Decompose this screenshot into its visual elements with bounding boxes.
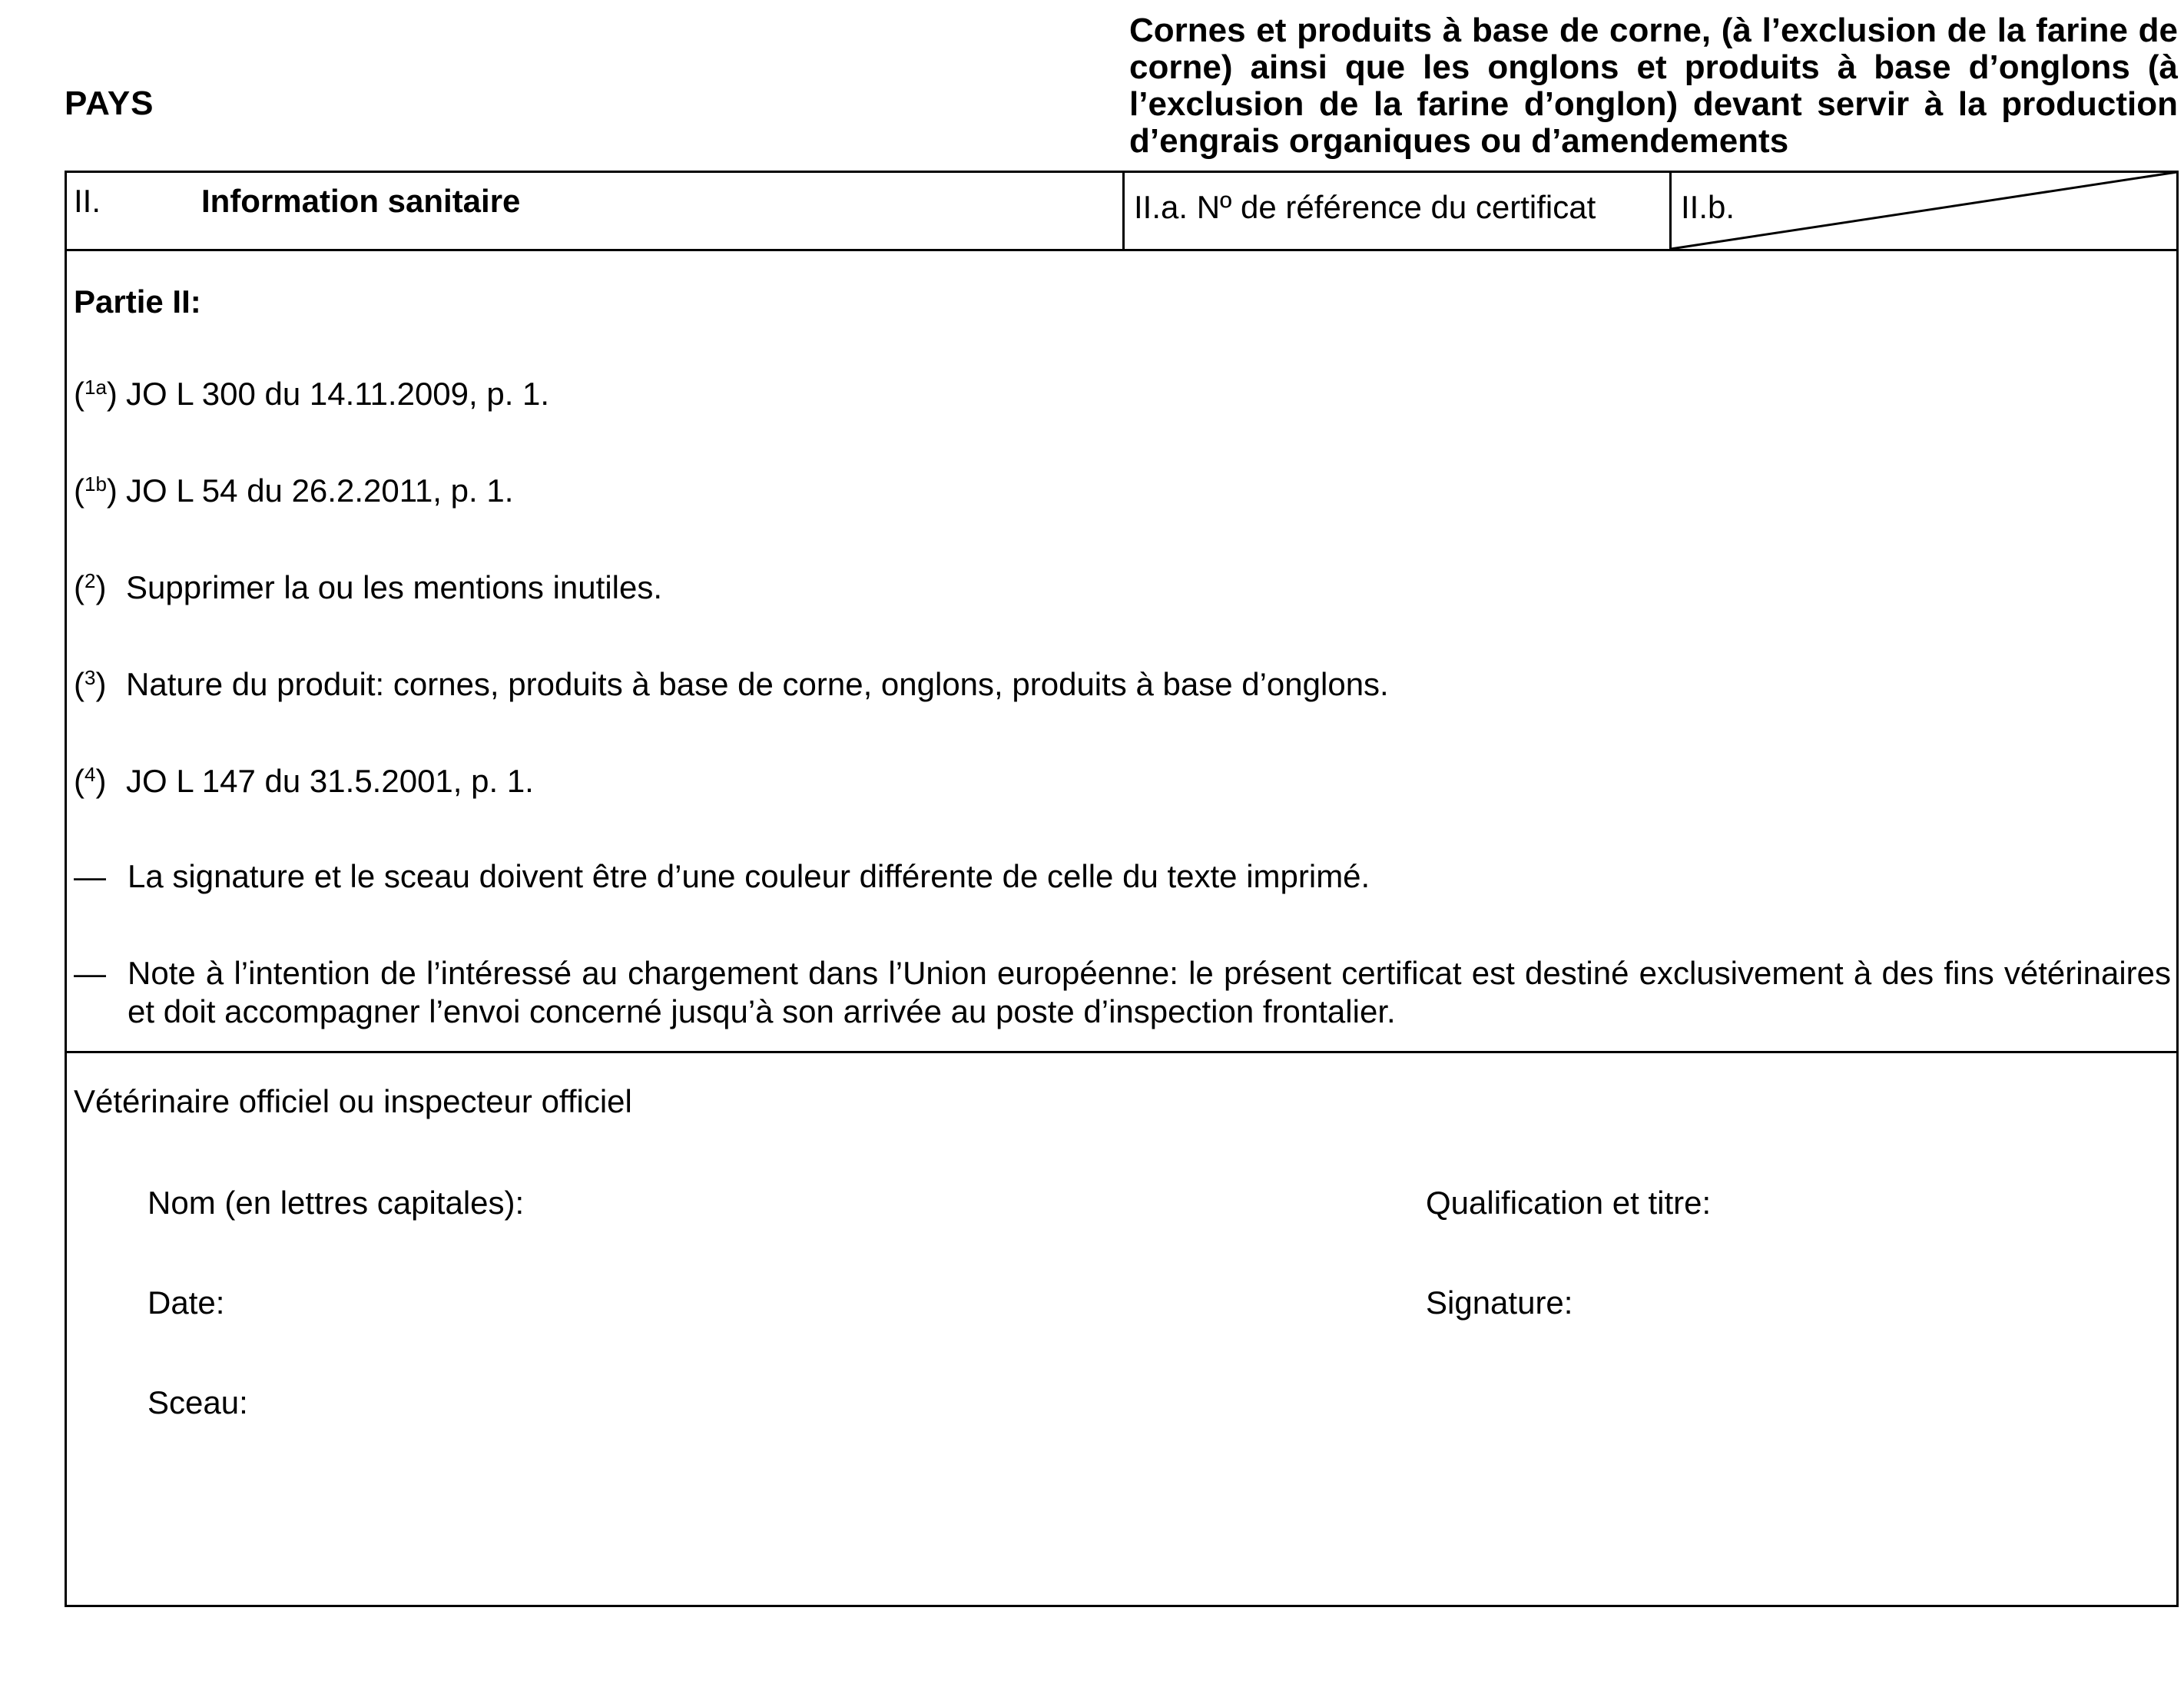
date-field-label: Date: [147, 1284, 225, 1321]
footnote-text: JO L 300 du 14.11.2009, p. 1. [126, 376, 550, 412]
dash-note-text: La signature et le sceau doivent être d’une couleur différente de celle du texte imprimé. [128, 858, 1370, 894]
footnote-text: JO L 54 du 26.2.2011, p. 1. [126, 472, 514, 509]
section-title: Information sanitaire [201, 183, 521, 219]
dash-symbol: — [74, 858, 106, 894]
signature-field-label: Signature: [1426, 1284, 1573, 1321]
column-divider-1 [1122, 171, 1125, 250]
footnote-text: Supprimer la ou les mentions inutiles. [126, 569, 663, 605]
certificate-title: Cornes et produits à base de corne, (à l’exclusion de la farine de corne) ainsi que les onglons et produits à base d’onglons (à l’exclusion de la farine d’onglon) devant servir à la production d’engrais organiques ou d’amendements [1129, 12, 2178, 160]
footnote-4: ($^4$) JO L 147 du 31.5.2001, p. 1. [74, 763, 534, 799]
dash-note-text: Note à l’intention de l’intéressé au chargement dans l’Union européenne: le présent certificat est destiné exclusivement à des fins vétérinaires et doit accompagner l’envoi concerné jusqu’à son arrivée au poste d’inspection frontalier. [128, 955, 2171, 1029]
footnote-mark: 4 [85, 763, 96, 786]
footnote-2: ($^2$) Supprimer la ou les mentions inutiles. [74, 569, 663, 605]
footnote-3: ($^3$) Nature du produit: cornes, produits à base de corne, onglons, produits à base d’onglons. [74, 666, 1389, 702]
seal-field-label: Sceau: [147, 1384, 248, 1420]
footnote-mark: 2 [85, 569, 96, 592]
iib-diagonal-line [1669, 171, 2179, 250]
country-label: PAYS [65, 85, 154, 122]
certificate-reference-label: II.a. Nº de référence du certificat [1134, 189, 1596, 225]
footnote-text: Nature du produit: cornes, produits à base de corne, onglons, produits à base d’onglons. [126, 666, 1389, 702]
iib-label: II.b. [1681, 189, 1735, 225]
official-veterinarian-heading: Vétérinaire officiel ou inspecteur officiel [74, 1083, 632, 1119]
notes-divider [65, 1051, 2179, 1053]
section-number: II. [74, 183, 101, 219]
footnote-mark: 1a [85, 376, 107, 399]
dash-note-signature-colour [74, 857, 2171, 896]
footnote-mark: 1b [85, 472, 107, 496]
qualification-field-label: Qualification et titre: [1426, 1185, 1712, 1221]
name-field-label: Nom (en lettres capitales): [147, 1185, 525, 1221]
footnote-1a: ($^{1a}$) JO L 300 du 14.11.2009, p. 1. [74, 376, 550, 412]
footnote-mark: 3 [85, 666, 96, 689]
part-heading: Partie II: [74, 283, 201, 320]
dash-note-loading [74, 954, 2171, 1031]
dash-symbol: — [74, 955, 106, 991]
footnote-1b: ($^{1b}$) JO L 54 du 26.2.2011, p. 1. [74, 472, 514, 509]
footnote-text: JO L 147 du 31.5.2001, p. 1. [126, 763, 534, 799]
